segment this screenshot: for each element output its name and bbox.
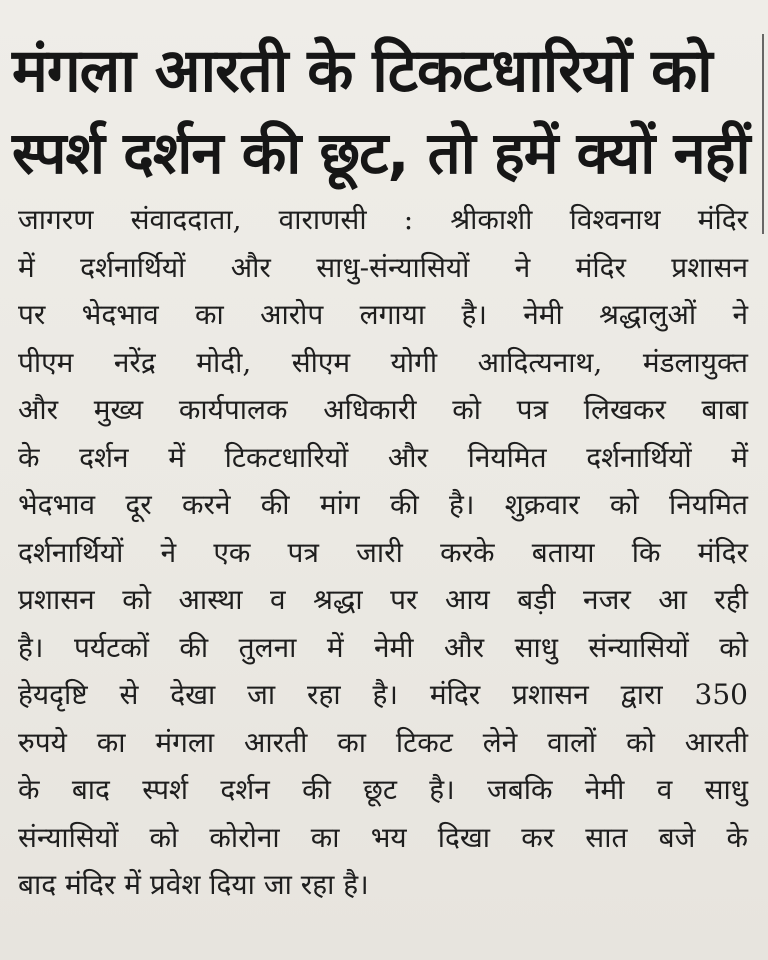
article-body: [18, 196, 748, 909]
headline: [12, 30, 752, 194]
article-line: हेयदृष्टि से देखा जा रहा है। मंदिर प्रशासन द्वारा 350: [18, 678, 748, 711]
article-line: पीएम नरेंद्र मोदी, सीएम योगी आदित्यनाथ, मंडलायुक्त: [18, 345, 748, 379]
byline: जागरण संवाददाता, वाराणसी :: [18, 203, 414, 236]
article-line: के दर्शन में टिकटधारियों और नियमित दर्शनार्थियों में: [18, 440, 748, 474]
article-line-text: श्रीकाशी विश्वनाथ मंदिर: [450, 203, 749, 236]
column-divider: [762, 34, 764, 234]
article-line: और मुख्य कार्यपालक अधिकारी को पत्र लिखकर बाबा: [18, 393, 748, 426]
article-line: है। पर्यटकों की तुलना में नेमी और साधु संन्यासियों को: [18, 630, 748, 664]
article-line: में दर्शनार्थियों और साधु-संन्यासियों ने मंदिर प्रशासन: [18, 250, 748, 284]
article-line: बाद मंदिर में प्रवेश दिया जा रहा है।: [18, 868, 369, 901]
article-line: प्रशासन को आस्था व श्रद्धा पर आय बड़ी नजर आ रही: [18, 583, 748, 616]
article-line: रुपये का मंगला आरती का टिकट लेने वालों को आरती: [18, 725, 748, 759]
article-line: पर भेदभाव का आरोप लगाया है। नेमी श्रद्धालुओं ने: [18, 298, 748, 331]
headline-line-1: मंगला आरती के टिकटधारियों को: [12, 36, 712, 106]
article-line: के बाद स्पर्श दर्शन की छूट है। जबकि नेमी व साधु: [18, 773, 748, 806]
article-line: [18, 196, 748, 244]
article-line: भेदभाव दूर करने की मांग की है। शुक्रवार को नियमित: [18, 488, 748, 521]
article-line: संन्यासियों को कोरोना का भय दिखा कर सात बजे के: [18, 820, 748, 854]
headline-line-2: स्पर्श दर्शन की छूट, तो हमें क्यों नहीं: [12, 119, 750, 187]
article-line: दर्शनार्थियों ने एक पत्र जारी करके बताया कि मंदिर: [18, 535, 748, 569]
